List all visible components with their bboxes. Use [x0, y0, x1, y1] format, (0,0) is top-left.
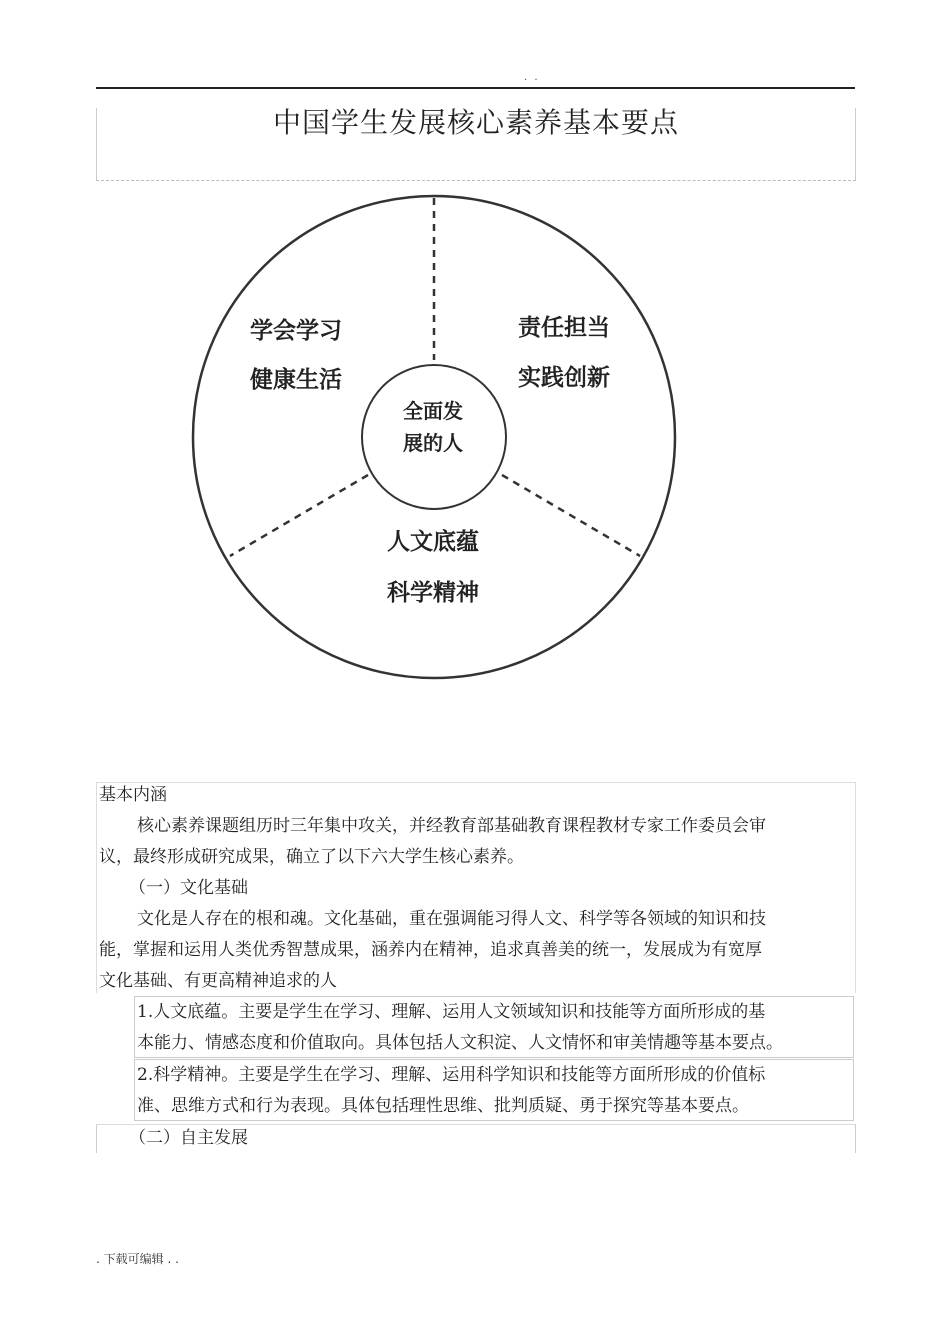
page-title: 中国学生发展核心素养基本要点 [272, 106, 679, 139]
footer-note: . 下载可编辑 . . [96, 1252, 179, 1266]
item-science-line-1: 2.科学精神。主要是学生在学习、理解、运用科学知识和技能等方面所形成的价值标 [137, 1065, 766, 1085]
culture-body-line-2: 能，掌握和运用人类优秀智慧成果，涵养内在精神，追求真善美的统一，发展成为有宽厚 [99, 940, 762, 960]
segment-bottom-line2: 科学精神 [387, 580, 479, 606]
culture-body-line-3: 文化基础、有更高精神追求的人 [99, 971, 337, 991]
segment-right-line2: 实践创新 [518, 365, 610, 391]
subheading-culture: （一）文化基础 [129, 878, 248, 898]
divider-right [502, 475, 640, 556]
subheading-autonomy: （二）自主发展 [129, 1128, 248, 1148]
center-label-line2: 展的人 [403, 431, 463, 455]
item-science-line-2: 准、思维方式和行为表现。具体包括理性思维、批判质疑、勇于探究等基本要点。 [137, 1096, 749, 1116]
intro-line-2: 议，最终形成研究成果，确立了以下六大学生核心素养。 [99, 847, 524, 867]
item-humanities-line-2: 本能力、情感态度和价值取向。具体包括人文积淀、人文情怀和审美情趣等基本要点。 [137, 1033, 783, 1053]
intro-line-1: 核心素养课题组历时三年集中攻关，并经教育部基础教育课程教材专家工作委员会审 [137, 816, 766, 836]
header-dots: . . [524, 72, 540, 83]
section-heading: 基本内涵 [99, 785, 167, 805]
segment-bottom-line1: 人文底蕴 [387, 529, 479, 555]
center-label-line1: 全面发 [403, 399, 463, 423]
culture-body-line-1: 文化是人存在的根和魂。文化基础，重在强调能习得人文、科学等各领域的知识和技 [137, 909, 766, 929]
segment-right-line1: 责任担当 [518, 315, 610, 341]
divider-left [230, 475, 368, 556]
segment-left-line1: 学会学习 [250, 318, 342, 344]
segment-left-line2: 健康生活 [250, 367, 342, 393]
item-humanities-line-1: 1.人文底蕴。主要是学生在学习、理解、运用人文领域知识和技能等方面所形成的基 [137, 1002, 766, 1022]
